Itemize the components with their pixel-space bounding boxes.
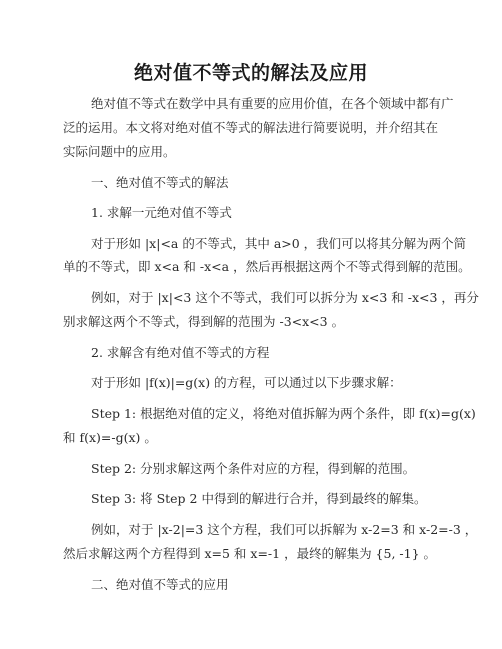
example2-line-1: 例如，对于 |x-2|=3 这个方程，我们可以拆解为 x-2=3 和 x-2=-3 ， [91,522,478,537]
example2-line-2: 然后求解这两个方程得到 x=5 和 x=-1 ，最终的解集为 {5, -1} 。 [63,546,436,561]
sub1-para1-line-2: 单的不等式，即 x<a 和 -x<a ，然后再根据这两个不等式得到解的范围。 [63,259,471,274]
document-title: 绝对值不等式的解法及应用 [133,62,368,84]
sub2-heading: 2. 求解含有绝对值不等式的方程 [91,345,270,360]
intro-line-1: 绝对值不等式在数学中具有重要的应用价值，在各个领域中都有广 [91,96,454,111]
intro-line-2: 泛的运用。本文将对绝对值不等式的解法进行简要说明，并介绍其在 [63,120,439,135]
section2-heading: 二、绝对值不等式的应用 [91,577,229,592]
intro-line-3: 实际问题中的应用。 [63,144,176,159]
sub1-heading: 1. 求解一元绝对值不等式 [91,205,232,220]
step1-line-1: Step 1: 根据绝对值的定义，将绝对值拆解为两个条件，即 f(x)=g(x) [91,406,476,421]
sub1-para1-line-1: 对于形如 |x|<a 的不等式，其中 a>0 ，我们可以将其分解为两个简 [91,236,467,251]
step2-text: Step 2: 分别求解这两个条件对应的方程，得到解的范围。 [91,461,416,476]
sub1-para2-line-1: 例如，对于 |x|<3 这个不等式，我们可以拆分为 x<3 和 -x<3 ，再分 [91,290,479,305]
section1-heading: 一、绝对值不等式的解法 [91,175,229,190]
sub1-para2-line-2: 别求解这两个不等式，得到解的范围为 -3<x<3 。 [63,314,345,329]
step1-line-2: 和 f(x)=-g(x) 。 [63,430,157,445]
step3-text: Step 3: 将 Step 2 中得到的解进行合并，得到最终的解集。 [91,491,427,506]
sub2-intro: 对于形如 |f(x)|=g(x) 的方程，可以通过以下步骤求解： [91,375,402,390]
